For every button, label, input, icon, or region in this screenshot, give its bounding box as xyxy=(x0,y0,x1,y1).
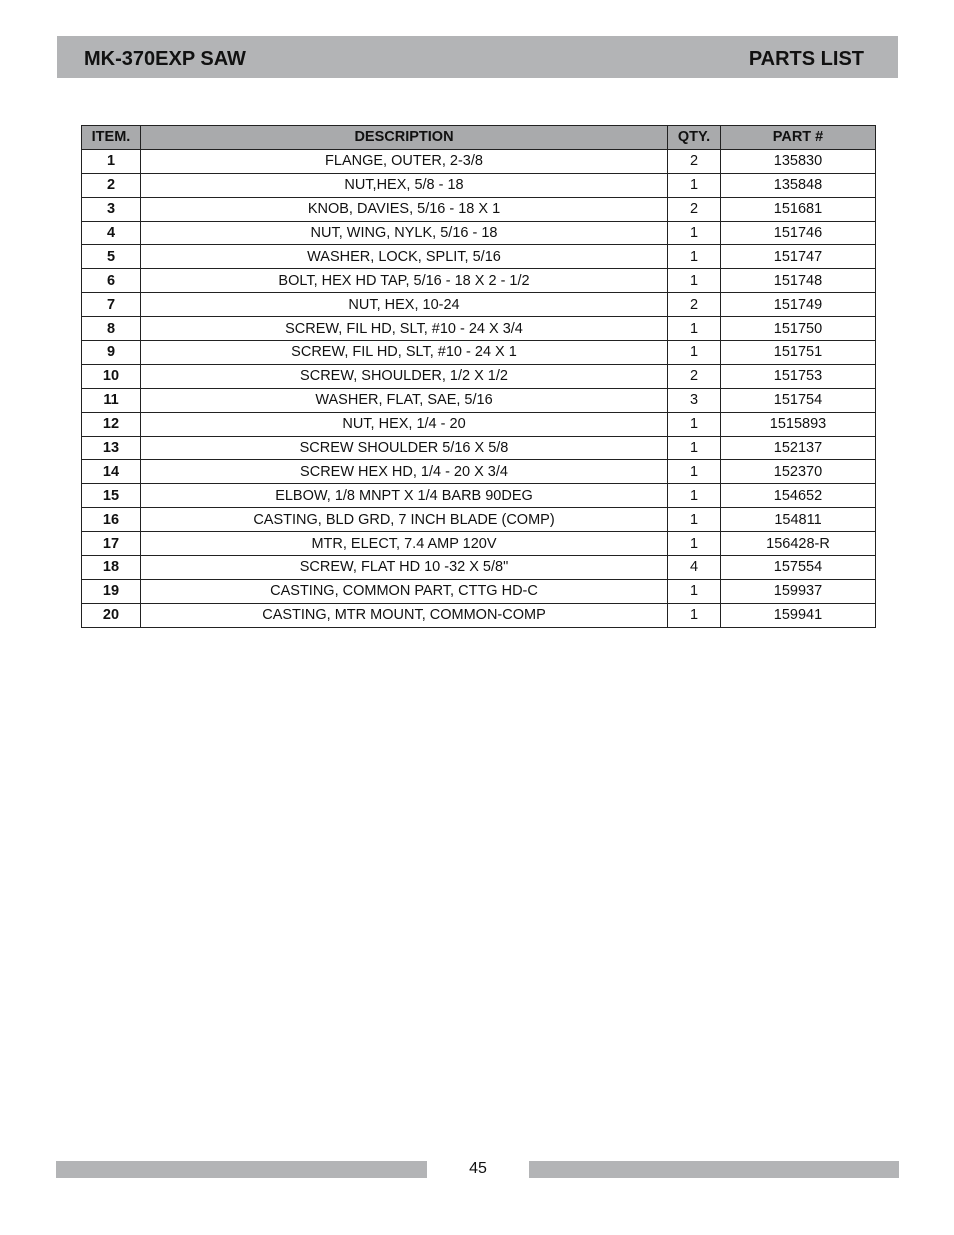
description-cell: CASTING, MTR MOUNT, COMMON-COMP xyxy=(141,603,668,627)
column-header-item: ITEM. xyxy=(82,126,141,150)
qty-cell: 2 xyxy=(668,364,721,388)
table-row xyxy=(82,436,876,460)
qty-cell: 2 xyxy=(668,197,721,221)
page-number: 45 xyxy=(469,1160,487,1177)
qty-cell: 1 xyxy=(668,484,721,508)
item-cell: 17 xyxy=(82,532,141,556)
description-cell: KNOB, DAVIES, 5/16 - 18 X 1 xyxy=(141,197,668,221)
item-cell: 11 xyxy=(82,388,141,412)
qty-cell: 1 xyxy=(668,269,721,293)
item-cell: 2 xyxy=(82,173,141,197)
part-number-cell: 151754 xyxy=(721,388,876,412)
table-row xyxy=(82,556,876,580)
description-cell: SCREW SHOULDER 5/16 X 5/8 xyxy=(141,436,668,460)
table-row xyxy=(82,388,876,412)
description-cell: SCREW, FIL HD, SLT, #10 - 24 X 1 xyxy=(141,341,668,365)
document-title: MK-370EXP SAW xyxy=(84,48,246,70)
description-cell: NUT, HEX, 1/4 - 20 xyxy=(141,412,668,436)
part-number-cell: 151747 xyxy=(721,245,876,269)
part-number-cell: 154652 xyxy=(721,484,876,508)
table-row xyxy=(82,603,876,627)
table-row xyxy=(82,317,876,341)
table-row xyxy=(82,221,876,245)
table-row xyxy=(82,293,876,317)
item-cell: 16 xyxy=(82,508,141,532)
description-cell: SCREW, FLAT HD 10 -32 X 5/8" xyxy=(141,556,668,580)
item-cell: 12 xyxy=(82,412,141,436)
table-row xyxy=(82,197,876,221)
description-cell: BOLT, HEX HD TAP, 5/16 - 18 X 2 - 1/2 xyxy=(141,269,668,293)
description-cell: SCREW, FIL HD, SLT, #10 - 24 X 3/4 xyxy=(141,317,668,341)
item-cell: 7 xyxy=(82,293,141,317)
column-header-description: DESCRIPTION xyxy=(141,126,668,150)
item-cell: 9 xyxy=(82,341,141,365)
description-cell: WASHER, FLAT, SAE, 5/16 xyxy=(141,388,668,412)
item-cell: 4 xyxy=(82,221,141,245)
description-cell: FLANGE, OUTER, 2-3/8 xyxy=(141,149,668,173)
header-bar xyxy=(57,36,898,78)
qty-cell: 4 xyxy=(668,556,721,580)
qty-cell: 1 xyxy=(668,603,721,627)
table-row xyxy=(82,508,876,532)
part-number-cell: 154811 xyxy=(721,508,876,532)
description-cell: NUT,HEX, 5/8 - 18 xyxy=(141,173,668,197)
table-row xyxy=(82,149,876,173)
table-row xyxy=(82,460,876,484)
qty-cell: 1 xyxy=(668,245,721,269)
section-title: PARTS LIST xyxy=(748,48,864,70)
part-number-cell: 151681 xyxy=(721,197,876,221)
item-cell: 10 xyxy=(82,364,141,388)
item-cell: 15 xyxy=(82,484,141,508)
item-cell: 18 xyxy=(82,556,141,580)
qty-cell: 1 xyxy=(668,579,721,603)
footer-bar-right xyxy=(529,1161,899,1178)
qty-cell: 2 xyxy=(668,149,721,173)
item-cell: 14 xyxy=(82,460,141,484)
part-number-cell: 156428-R xyxy=(721,532,876,556)
part-number-cell: 152370 xyxy=(721,460,876,484)
parts-table xyxy=(81,125,876,628)
part-number-cell: 135830 xyxy=(721,149,876,173)
qty-cell: 1 xyxy=(668,341,721,365)
part-number-cell: 135848 xyxy=(721,173,876,197)
table-row xyxy=(82,364,876,388)
description-cell: CASTING, COMMON PART, CTTG HD-C xyxy=(141,579,668,603)
description-cell: WASHER, LOCK, SPLIT, 5/16 xyxy=(141,245,668,269)
part-number-cell: 159937 xyxy=(721,579,876,603)
item-cell: 13 xyxy=(82,436,141,460)
description-cell: NUT, WING, NYLK, 5/16 - 18 xyxy=(141,221,668,245)
description-cell: ELBOW, 1/8 MNPT X 1/4 BARB 90DEG xyxy=(141,484,668,508)
table-row xyxy=(82,579,876,603)
item-cell: 6 xyxy=(82,269,141,293)
item-cell: 19 xyxy=(82,579,141,603)
table-row xyxy=(82,532,876,556)
footer-bar-left xyxy=(56,1161,427,1178)
table-row xyxy=(82,245,876,269)
part-number-cell: 151751 xyxy=(721,341,876,365)
table-row xyxy=(82,173,876,197)
item-cell: 5 xyxy=(82,245,141,269)
qty-cell: 3 xyxy=(668,388,721,412)
part-number-cell: 151750 xyxy=(721,317,876,341)
description-cell: MTR, ELECT, 7.4 AMP 120V xyxy=(141,532,668,556)
qty-cell: 1 xyxy=(668,173,721,197)
part-number-cell: 159941 xyxy=(721,603,876,627)
description-cell: SCREW, SHOULDER, 1/2 X 1/2 xyxy=(141,364,668,388)
column-header-part: PART # xyxy=(721,126,876,150)
part-number-cell: 151749 xyxy=(721,293,876,317)
part-number-cell: 157554 xyxy=(721,556,876,580)
item-cell: 20 xyxy=(82,603,141,627)
table-header-row xyxy=(82,126,876,150)
table-row xyxy=(82,341,876,365)
qty-cell: 1 xyxy=(668,436,721,460)
part-number-cell: 151746 xyxy=(721,221,876,245)
description-cell: NUT, HEX, 10-24 xyxy=(141,293,668,317)
table-row xyxy=(82,269,876,293)
description-cell: CASTING, BLD GRD, 7 INCH BLADE (COMP) xyxy=(141,508,668,532)
parts-table-body xyxy=(82,149,876,627)
qty-cell: 1 xyxy=(668,508,721,532)
item-cell: 1 xyxy=(82,149,141,173)
qty-cell: 1 xyxy=(668,412,721,436)
qty-cell: 1 xyxy=(668,317,721,341)
column-header-qty: QTY. xyxy=(668,126,721,150)
qty-cell: 1 xyxy=(668,532,721,556)
item-cell: 3 xyxy=(82,197,141,221)
qty-cell: 2 xyxy=(668,293,721,317)
table-row xyxy=(82,484,876,508)
part-number-cell: 151753 xyxy=(721,364,876,388)
table-row xyxy=(82,412,876,436)
part-number-cell: 151748 xyxy=(721,269,876,293)
part-number-cell: 1515893 xyxy=(721,412,876,436)
qty-cell: 1 xyxy=(668,221,721,245)
item-cell: 8 xyxy=(82,317,141,341)
part-number-cell: 152137 xyxy=(721,436,876,460)
description-cell: SCREW HEX HD, 1/4 - 20 X 3/4 xyxy=(141,460,668,484)
qty-cell: 1 xyxy=(668,460,721,484)
